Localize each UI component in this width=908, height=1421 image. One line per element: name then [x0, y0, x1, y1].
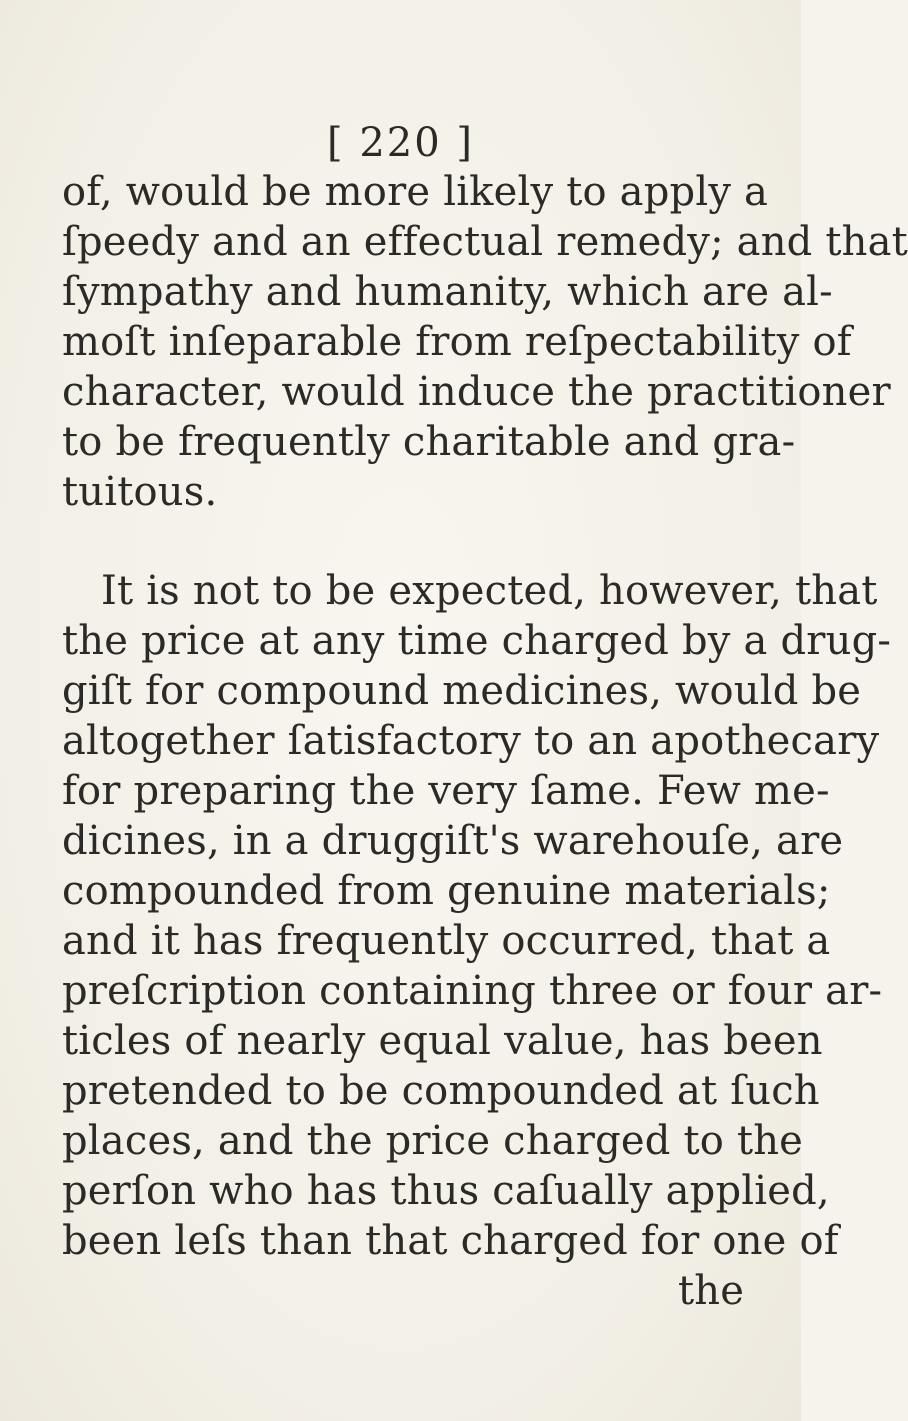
text-line-6: to be frequently charitable and gra- — [62, 419, 796, 465]
text-line-16: preſcription containing three or four ar- — [62, 968, 883, 1014]
text-line-11: altogether ſatisfactory to an apothecary — [62, 718, 880, 764]
text-line-4: moſt inſeparable from reſpectability of — [62, 319, 852, 365]
text-line-9: the price at any time charged by a drug- — [62, 618, 892, 664]
text-line-18: pretended to be compounded at ſuch — [62, 1068, 820, 1114]
text-line-3: ſympathy and humanity, which are al- — [62, 269, 833, 315]
text-line-19: places, and the price charged to the — [62, 1118, 804, 1164]
text-line-13: dicines, in a druggiſt's warehouſe, are — [62, 818, 844, 864]
text-line-14: compounded from genuine materials; — [62, 868, 831, 914]
catchword: the — [678, 1268, 745, 1314]
text-line-15: and it has frequently occurred, that a — [62, 918, 831, 964]
text-line-20: perſon who has thus caſually applied, — [62, 1168, 830, 1214]
page-number-header: [ 220 ] — [327, 120, 474, 166]
text-line-17: ticles of nearly equal value, has been — [62, 1018, 823, 1064]
text-line-12: for preparing the very ſame. Few me- — [62, 768, 830, 814]
text-line-8: It is not to be expected, however, that — [101, 568, 878, 614]
text-line-1: of, would be more likely to apply a — [62, 169, 769, 215]
text-line-5: character, would induce the practitioner — [62, 369, 891, 415]
text-line-7: tuitous. — [62, 469, 218, 515]
text-line-21: been leſs than that charged for one of — [62, 1218, 839, 1264]
text-line-10: giſt for compound medicines, would be — [62, 668, 862, 714]
text-line-2: ſpeedy and an effectual remedy; and that — [62, 219, 908, 265]
